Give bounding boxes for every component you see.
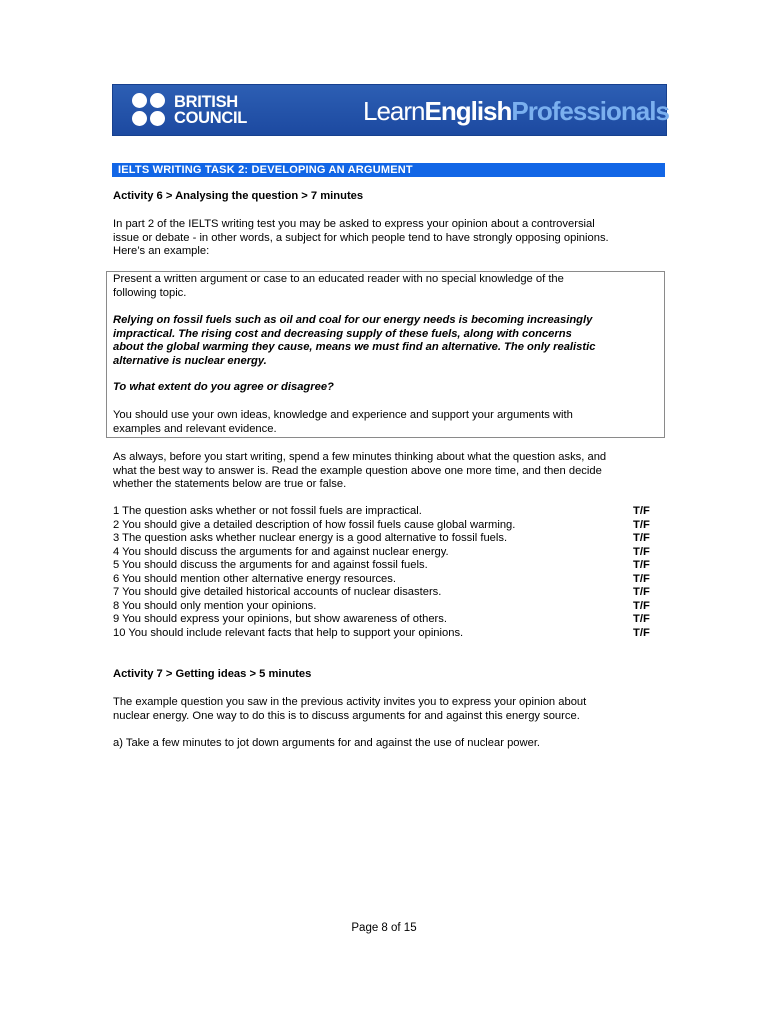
box-advice: You should use your own ideas, knowledge and experience and support your arguments with examples and relevant evidence. [113, 409, 573, 435]
box-question: To what extent do you agree or disagree? [113, 381, 334, 393]
tf-label-6: T/F [633, 572, 650, 585]
activity6-intro: In part 2 of the IELTS writing test you may be asked to express your opinion about a controversial issue or debate - in other words, a subject for which people tend to have strongly opposing opinions. Here’s an example: [113, 218, 609, 257]
tf-label-8: T/F [633, 599, 650, 612]
tf-label-5: T/F [633, 559, 650, 571]
activity6-instructions: As always, before you start writing, spend a few minutes thinking about what the question asks, and what the best way to answer is. Read the example question above one more time, and then decide whether the statements below are true or false. [113, 451, 607, 490]
tf-label-10: T/F [633, 626, 650, 639]
tf-label-1: T/F [633, 505, 650, 517]
statement-4: 4 You should discuss the arguments for and against nuclear energy. [113, 545, 449, 558]
tf-label-2: T/F [633, 518, 650, 531]
learnenglish-professionals-logo: LearnEnglishProfessionals [363, 96, 669, 126]
statement-8: 8 You should only mention your opinions. [113, 599, 317, 612]
statement-9: 9 You should express your opinions, but show awareness of others. [113, 613, 447, 625]
british-council-wordmark: BRITISH COUNCIL [174, 93, 248, 127]
statement-6: 6 You should mention other alternative energy resources. [113, 572, 396, 585]
activity7-heading: Activity 7 > Getting ideas > 5 minutes [113, 668, 312, 680]
box-topic: Relying on fossil fuels such as oil and coal for our energy needs is becoming increasingly impractical. The rising cost and decreasing supply of these fuels, along with concerns about the global warming they cause, means we must find an alternative. The only realistic alternative is nuclear energy. [113, 314, 596, 367]
statement-10: 10 You should include relevant facts that help to support your opinions. [113, 626, 464, 639]
header-banner [112, 84, 667, 136]
page-number: Page 8 of 15 [351, 922, 417, 934]
statement-5: 5 You should discuss the arguments for and against fossil fuels. [113, 559, 428, 571]
statement-1: 1 The question asks whether or not fossil fuels are impractical. [113, 505, 422, 517]
tf-label-7: T/F [633, 586, 650, 598]
statement-7: 7 You should give detailed historical accounts of nuclear disasters. [113, 586, 442, 598]
tf-label-9: T/F [633, 613, 650, 625]
activity7-intro: The example question you saw in the previous activity invites you to express your opinion about nuclear energy. One way to do this is to discuss arguments for and against this energy source. [113, 696, 587, 722]
activity6-heading: Activity 6 > Analysing the question > 7 minutes [113, 190, 364, 202]
tf-label-4: T/F [633, 545, 650, 558]
box-prompt: Present a written argument or case to an educated reader with no special knowledge of the following topic. [113, 273, 564, 299]
section-title: IELTS WRITING TASK 2: DEVELOPING AN ARGUMENT [112, 163, 665, 177]
activity7-task-a: a) Take a few minutes to jot down arguments for and against the use of nuclear power. [113, 737, 541, 749]
statement-3: 3 The question asks whether nuclear energy is a good alternative to fossil fuels. [113, 532, 508, 544]
tf-label-3: T/F [633, 532, 650, 544]
british-council-logo-icon [132, 93, 174, 129]
statement-2: 2 You should give a detailed description of how fossil fuels cause global warming. [113, 518, 516, 531]
